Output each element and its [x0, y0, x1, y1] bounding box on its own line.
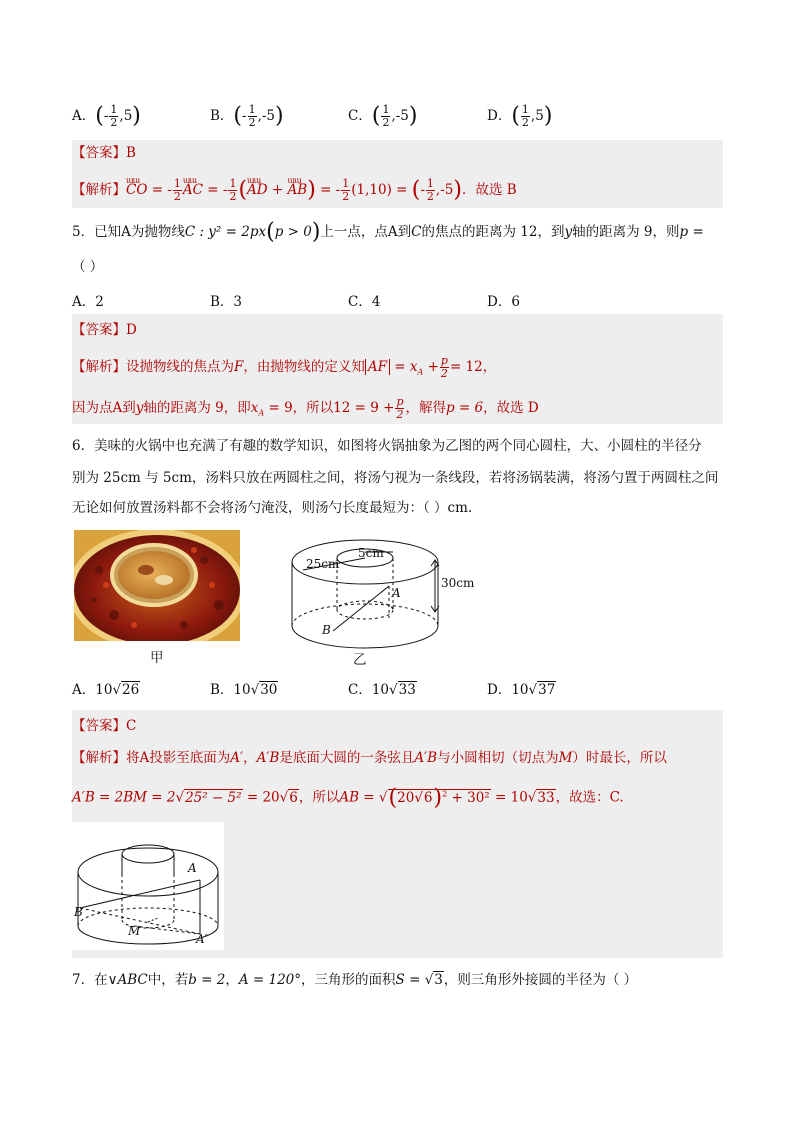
fig2-label-ap: A′ — [196, 932, 208, 946]
option-d[interactable]: D．6 — [487, 294, 520, 310]
q6-analysis-line2: A′B = 2BM = 2√25² − 5² = 20√6，所以AB = $√(20√6)^2 + 30^2 = 10√33$，故选：C. — [72, 785, 624, 810]
option-d[interactable]: D．( $\frac{1}{2}$ ,5) — [487, 103, 553, 129]
option-b[interactable]: B．10√30 — [210, 682, 278, 698]
option-b[interactable]: B．(- $\frac{1}{2}$ ,-5) — [210, 103, 284, 129]
fig-yi-caption: 乙 — [353, 652, 367, 668]
fig-yi-cylinders — [285, 528, 485, 658]
q6-answer: 【答案】C — [72, 718, 137, 734]
q4-answer: 【答案】B — [72, 145, 136, 161]
q6-stem-line3: 无论如何放置汤料都不会将汤勺淹没，则汤勺长度最短为：（ ）cm. — [72, 500, 473, 516]
option-c[interactable]: C．10√33 — [348, 682, 416, 698]
q5-stem: 5．已知A为抛物线C : y² = 2px(p > 0)上一点，点A到C的焦点的距离为 12，到y轴的距离为 9，则p = — [72, 219, 704, 245]
option-c[interactable]: C．4 — [348, 294, 381, 310]
option-d[interactable]: D．10√37 — [487, 682, 556, 698]
fig2-label-m: M — [128, 924, 141, 938]
option-b[interactable]: B．3 — [210, 294, 243, 310]
label-r-small: 5cm — [358, 546, 384, 560]
hotpot-photo — [74, 530, 240, 641]
fig2-label-a: A — [188, 861, 197, 875]
label-b: B — [322, 623, 331, 637]
q7-stem: 7．在∨ABC中，若b = 2，A = 120°，三角形的面积S = √3，则三角形外接圆的半径为（ ） — [72, 972, 638, 988]
option-a[interactable]: A．2 — [72, 294, 104, 310]
fig-jia-caption: 甲 — [150, 650, 164, 666]
q5-analysis-line1: 【解析】设抛物线的焦点为F，由抛物线的定义知 AF = $x_A$ + $\frac{p}{2}$ = 12， — [72, 354, 497, 380]
q4-analysis: 【解析】ɯɯ CO = - $\frac{1}{2}$ ɯɯ AC = - $\frac{1}{2}$ (ɯɯ AD + ɯɯ AB) = - $\frac{1}{2}$ (1,10) = (- $\frac{1}{2}$ ,-5)．故选 B — [72, 178, 517, 203]
label-a: A — [392, 586, 401, 600]
q5-answer: 【答案】D — [72, 322, 137, 338]
fig-solution-cylinders — [72, 822, 224, 950]
label-height: 30cm — [441, 576, 475, 590]
q6-analysis-line1: 【解析】将A投影至底面为A′，A′B是底面大圆的一条弦且A′B与小圆相切（切点为M）时最长，所以 — [72, 750, 667, 766]
q6-stem-line2: 别为 25cm 与 5cm，汤料只放在两圆柱之间，将汤勺视为一条线段，若将汤锅装满，将汤勺置于两圆柱之间 — [72, 470, 719, 486]
q5-analysis-line2: 因为点A到y轴的距离为 9，即$x_A = 9$，所以12 = 9 + $\frac{p}{2}$ ，解得p = 6，故选 D — [72, 395, 539, 421]
option-c[interactable]: C．( $\frac{1}{2}$ ,-5) — [348, 103, 418, 129]
fig2-label-b: B — [74, 905, 83, 919]
option-a[interactable]: A．10√26 — [72, 682, 140, 698]
option-a[interactable]: A．(- $\frac{1}{2}$ ,5) — [72, 103, 141, 129]
label-r-big: 25cm — [306, 557, 340, 571]
q5-blank: （ ） — [72, 259, 104, 275]
q6-stem-line1: 6．美味的火锅中也充满了有趣的数学知识，如图将火锅抽象为乙图的两个同心圆柱，大、小圆柱的半径分 — [72, 438, 702, 454]
